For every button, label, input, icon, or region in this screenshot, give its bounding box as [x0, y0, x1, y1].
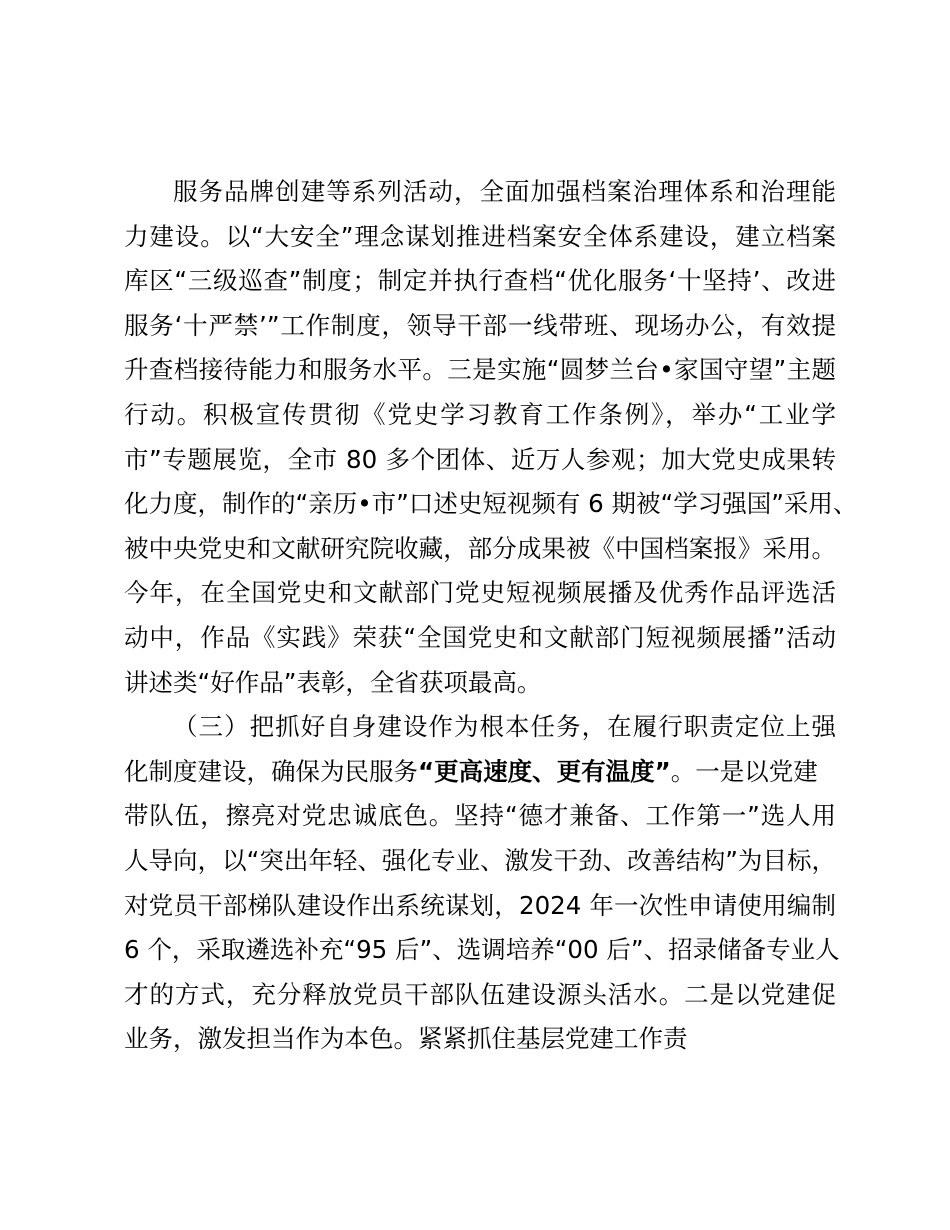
text-line: 今年，在全国党史和文献部门党史短视频展播及优秀作品评选活	[124, 578, 836, 608]
paragraph-1	[124, 170, 858, 705]
text-line: 升查档接待能力和服务水平。三是实施“圆梦兰台•家国守望”主题	[124, 355, 836, 385]
text-line: 6 个，采取遴选补充“95 后”、选调培养“00 后”、招录储备专业人	[124, 935, 840, 965]
text-run: 化制度建设，确保为民服务	[124, 756, 418, 786]
text-line: 力建设。以“大安全”理念谋划推进档案安全体系建设，建立档案	[124, 221, 836, 251]
text-line: （三）把抓好自身建设作为根本任务，在履行职责定位上强	[173, 712, 836, 742]
text-line: 服务品牌创建等系列活动，全面加强档案治理体系和治理能	[173, 177, 836, 206]
text-run: 。一是以党建	[670, 756, 818, 786]
text-line: 带队伍，擦亮对党忠诚底色。坚持“德才兼备、工作第一”选人用	[124, 801, 836, 831]
text-line: 动中，作品《实践》荣获“全国党史和文献部门短视频展播”活动	[124, 622, 836, 652]
text-line: 被中央党史和文献研究院收藏，部分成果被《中国档案报》采用。	[124, 533, 836, 563]
paragraph-2	[124, 705, 840, 1062]
text-line: 行动。积极宣传贯彻《党史学习教育工作条例》，举办“工业学	[124, 399, 836, 429]
text-line: 业务，激发担当作为本色。紧紧抓住基层党建工作责	[124, 1024, 688, 1054]
text-line: 市”专题展览，全市 80 多个团体、近万人参观；加大党史成果转	[124, 444, 836, 474]
text-line-mixed	[124, 750, 836, 795]
text-line: 库区“三级巡查”制度；制定并执行查档“优化服务‘十坚持’、改进	[124, 266, 836, 296]
text-line: 人导向，以“突出年轻、强化专业、激发干劲、改善结构”为目标，	[124, 845, 836, 875]
text-line: 对党员干部梯队建设作出系统谋划，2024 年一次性申请使用编制	[124, 890, 836, 920]
body-text	[124, 170, 858, 1062]
text-line: 讲述类“好作品”表彰，全省获项最高。	[124, 667, 542, 697]
text-line: 服务‘十严禁’”工作制度，领导干部一线带班、现场办公，有效提	[124, 310, 836, 340]
text-line: 化力度，制作的“亲历•市”口述史短视频有 6 期被“学习强国”采用、	[124, 489, 858, 519]
bold-emphasis-run: “更高速度、更有温度”	[418, 756, 671, 786]
text-line: 才的方式，充分释放党员干部队伍建设源头活水。二是以党建促	[124, 979, 836, 1009]
